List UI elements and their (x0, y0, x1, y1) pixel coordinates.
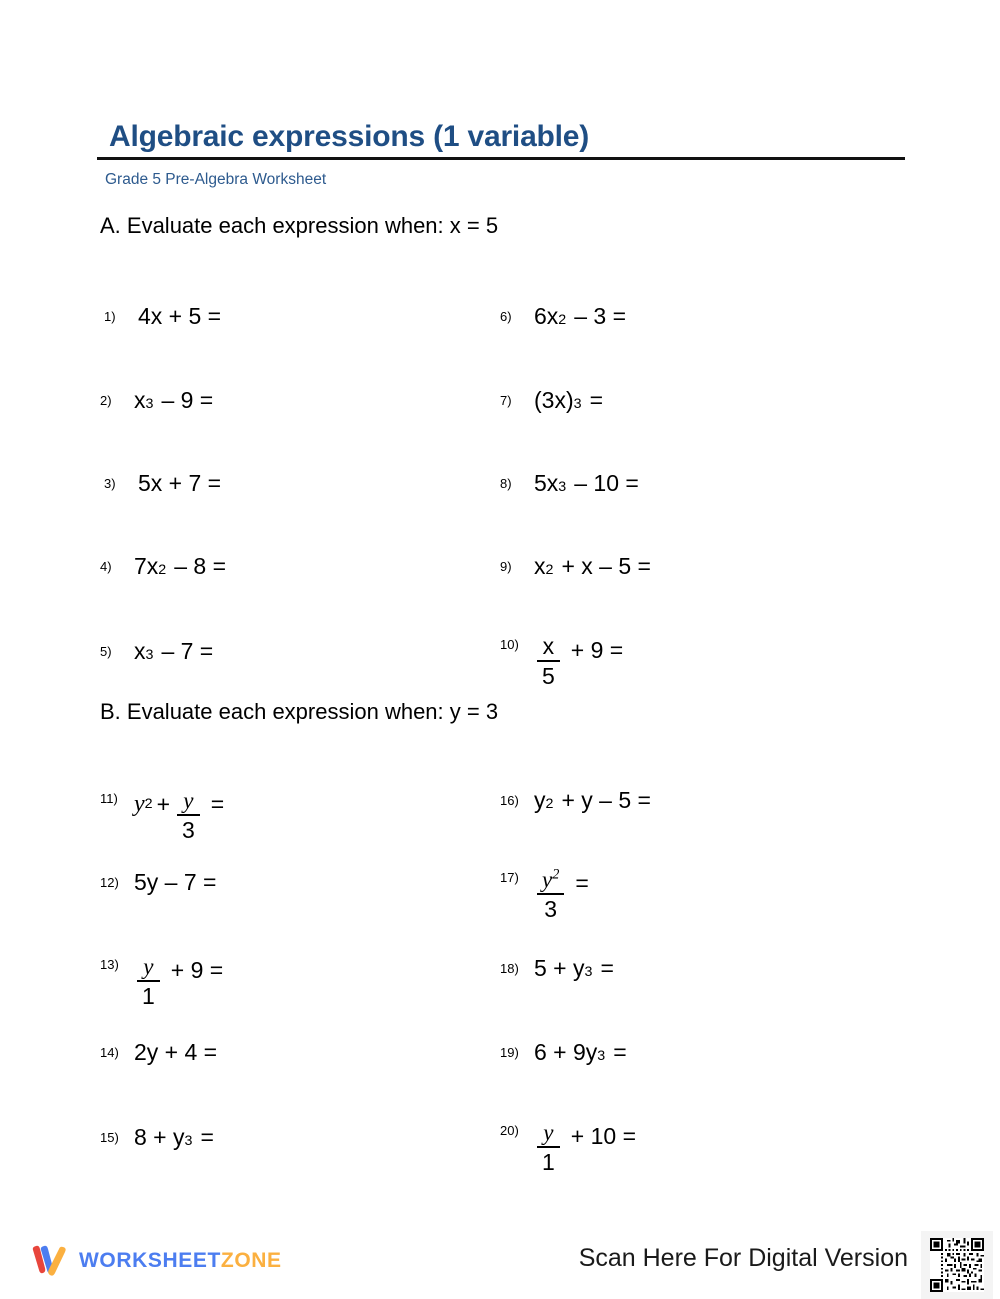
problem-expression: x 3 – 9 = (134, 387, 214, 413)
section-a-problem-grid (100, 264, 930, 694)
problem-expression: x 2 + x – 5 = (534, 553, 651, 579)
fraction-bar (177, 814, 200, 816)
worksheetzone-logo-mark (30, 1244, 70, 1278)
problem-number: 14) (100, 1045, 119, 1060)
fraction-bar (137, 980, 160, 982)
fraction: $\frac{x}{5}$ (537, 634, 560, 690)
problem-number: 17) (500, 870, 519, 885)
page-subtitle: Grade 5 Pre-Algebra Worksheet (105, 171, 327, 188)
problem-expression: 8 + y 3 = (134, 1124, 214, 1150)
problem-item (100, 1039, 218, 1070)
problem-item (100, 1124, 214, 1155)
problem-expression: 6 + 9y 3 = (534, 1039, 627, 1065)
problem-expression: $\frac{y^2}{3}$ = (534, 855, 589, 911)
problem-number: 9) (500, 559, 512, 574)
qr-code[interactable] (921, 1231, 993, 1299)
fraction: $\frac{y}{1}$ (537, 1120, 560, 1176)
problem-item (500, 1039, 627, 1070)
problem-item (500, 387, 603, 418)
problem-item (500, 955, 614, 986)
logo-text-worksheet: WORKSHEET (79, 1249, 221, 1272)
problem-expression: 6x 2 – 3 = (534, 303, 627, 329)
problem-expression: x 3 – 7 = (134, 638, 214, 664)
problem-item (100, 387, 214, 418)
scan-prompt-text: Scan Here For Digital Version (578, 1244, 908, 1272)
problem-number: 11) (100, 791, 118, 806)
problem-item (500, 303, 627, 334)
problem-item (100, 638, 214, 669)
problem-expression: 5x + 7 = (138, 470, 222, 496)
qr-code-image (930, 1238, 984, 1292)
fraction-numerator: $y^2$ (542, 866, 560, 892)
problem-number: 1) (104, 309, 116, 324)
problem-expression: $\frac{y}{1}$ + 9 = (134, 942, 223, 998)
section-b-heading: B. Evaluate each expression when: y = 3 (100, 699, 499, 724)
problem-number: 3) (104, 476, 116, 491)
problem-item (100, 956, 223, 1012)
problem-item (100, 869, 217, 900)
problem-expression: y 2 + $\frac{y}{3}$ = (134, 788, 225, 843)
worksheetzone-logo-text (79, 1249, 282, 1273)
problem-expression: 5x 3 – 10 = (534, 470, 639, 496)
problem-item (500, 633, 624, 692)
problem-number: 19) (500, 1045, 519, 1060)
page-footer (0, 1228, 1000, 1294)
problem-number: 15) (100, 1130, 119, 1145)
page-title: Algebraic expressions (1 variable) (109, 120, 590, 153)
problem-expression: $\frac{x}{5}$ + 9 = (534, 622, 623, 678)
fraction-bar (537, 1146, 560, 1148)
problem-number: 5) (100, 644, 112, 659)
problem-item (104, 470, 222, 501)
problem-item (500, 553, 651, 584)
section-a-heading: A. Evaluate each expression when: x = 5 (100, 213, 499, 238)
problem-number: 13) (100, 957, 119, 972)
problem-expression: y 2 + y – 5 = (534, 787, 651, 813)
problem-expression: 4x + 5 = (138, 303, 222, 329)
problem-item (500, 866, 589, 925)
logo-text-zone: ZONE (220, 1249, 282, 1272)
problem-number: 2) (100, 393, 112, 408)
title-divider (97, 157, 905, 160)
problem-item (500, 470, 639, 501)
problem-number: 16) (500, 793, 519, 808)
problem-expression: $\frac{y}{1}$ + 10 = (534, 1108, 636, 1164)
problem-number: 8) (500, 476, 512, 491)
fraction: $\frac{y}{1}$ (137, 954, 160, 1010)
section-b (100, 698, 930, 1175)
problem-expression: 2y + 4 = (134, 1039, 218, 1065)
problem-number: 18) (500, 961, 519, 976)
problem-expression: 5y – 7 = (134, 869, 217, 895)
section-a (100, 212, 930, 694)
worksheetzone-logo[interactable] (30, 1244, 282, 1278)
fraction-bar (537, 660, 560, 662)
problem-expression: 7x 2 – 8 = (134, 553, 227, 579)
problem-item (100, 553, 227, 584)
problem-number: 7) (500, 393, 512, 408)
problem-item (100, 790, 224, 846)
problem-number: 6) (500, 309, 512, 324)
problem-number: 12) (100, 875, 119, 890)
problem-number: 10) (500, 637, 519, 652)
section-b-problem-grid (100, 744, 930, 1175)
fraction: $\frac{y^2}{3}$ (537, 867, 564, 923)
fraction: $\frac{y}{3}$ (177, 788, 200, 844)
fraction-bar (537, 893, 564, 895)
problem-expression: 5 + y 3 = (534, 955, 614, 981)
worksheet-header (97, 118, 905, 189)
problem-item (104, 303, 222, 334)
problem-expression: (3x) 3 = (534, 387, 603, 413)
problem-number: 4) (100, 559, 112, 574)
problem-number: 20) (500, 1123, 519, 1138)
problem-item (500, 787, 651, 818)
problem-item (500, 1122, 636, 1178)
